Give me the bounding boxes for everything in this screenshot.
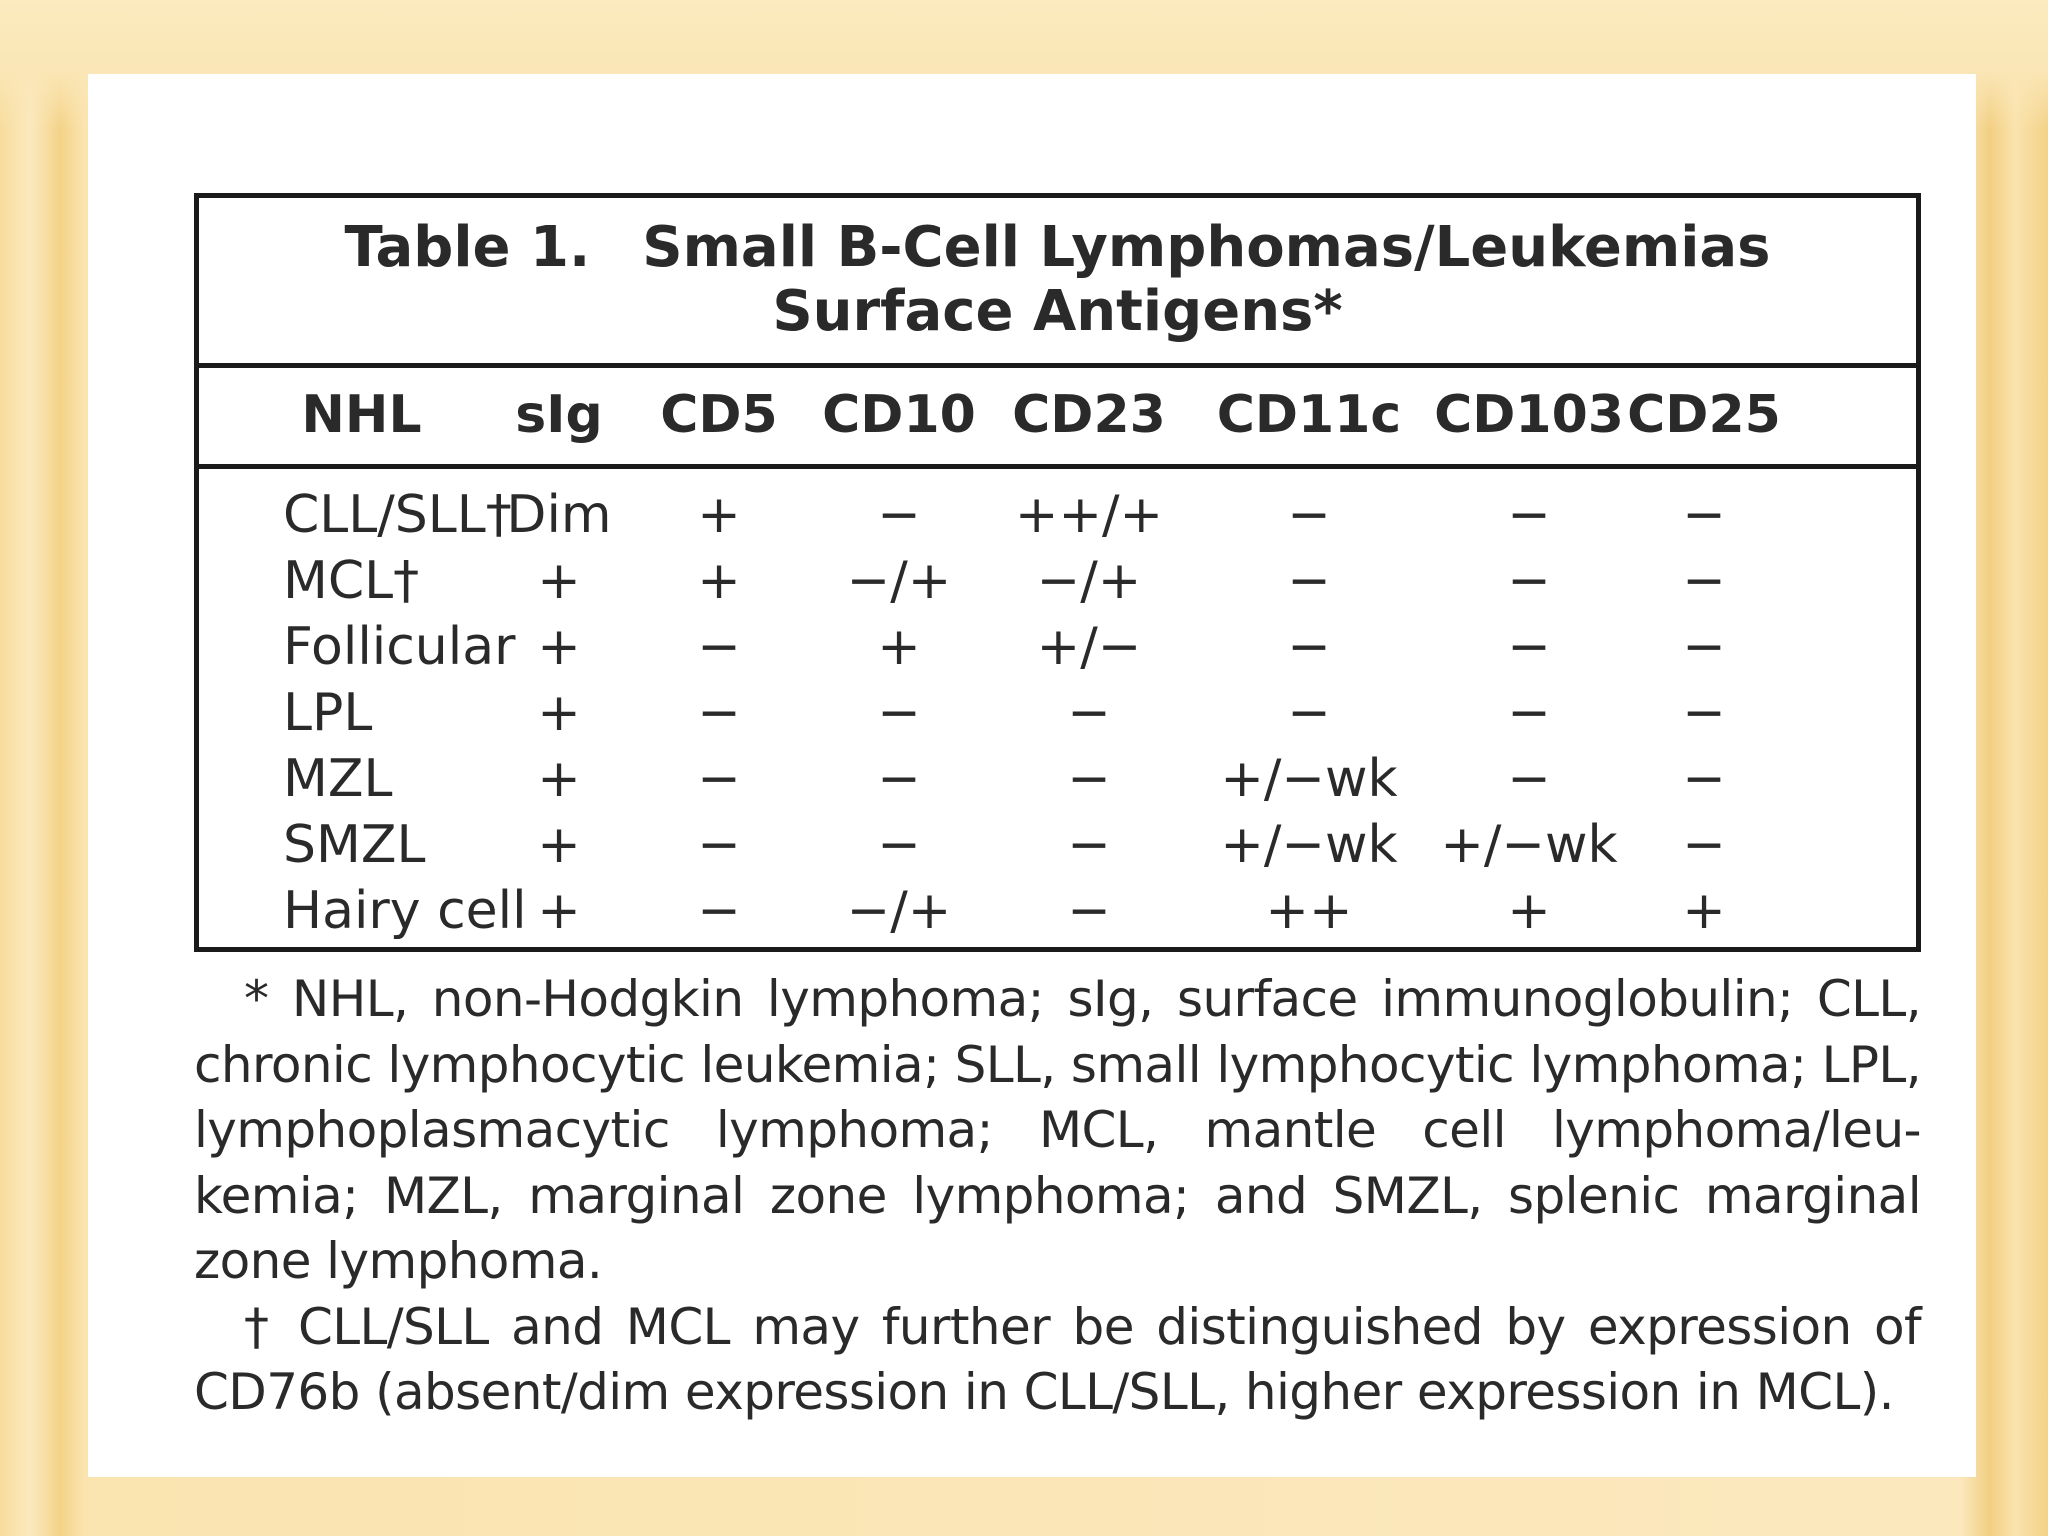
table-footnotes bbox=[194, 967, 1921, 1426]
footnote-cd76b: † CLL/SLL and MCL may further be distinguished by expression of CD76b (absent/dim expression in CLL/SLL, higher expression in MCL). bbox=[194, 1297, 1921, 1421]
table-cell: − bbox=[1682, 749, 1726, 809]
table-row bbox=[199, 482, 1916, 548]
table-cell: − bbox=[1682, 683, 1726, 743]
row-label: LPL bbox=[283, 683, 373, 743]
table-cell: + bbox=[877, 617, 921, 677]
table-cell: +/− bbox=[1036, 617, 1142, 677]
table-cell: + bbox=[537, 551, 581, 611]
table-cell: + bbox=[537, 815, 581, 875]
table-cell: − bbox=[1682, 815, 1726, 875]
column-header-nhl: NHL bbox=[301, 385, 422, 445]
caption-title: Small B-Cell Lymphomas/Leukemias bbox=[642, 215, 1771, 280]
table-cell: ++ bbox=[1265, 881, 1353, 941]
table-cell: − bbox=[877, 749, 921, 809]
row-label: MCL† bbox=[283, 551, 420, 611]
table-cell: − bbox=[1287, 485, 1331, 545]
table-cell: −/+ bbox=[1036, 551, 1142, 611]
row-label: SMZL bbox=[283, 815, 426, 875]
row-label: Follicular bbox=[283, 617, 516, 677]
row-label: Hairy cell bbox=[283, 881, 527, 941]
table-row bbox=[199, 548, 1916, 614]
table-cell: − bbox=[1067, 683, 1111, 743]
table-row bbox=[199, 878, 1916, 944]
table-cell: + bbox=[1507, 881, 1551, 941]
table-header-row bbox=[199, 368, 1916, 469]
table-cell: ++/+ bbox=[1014, 485, 1164, 545]
slide-page bbox=[88, 74, 1976, 1477]
table-cell: Dim bbox=[506, 485, 612, 545]
caption-subtitle: Surface Antigens* bbox=[772, 279, 1343, 344]
table-cell: +/−wk bbox=[1220, 749, 1398, 809]
table-cell: − bbox=[697, 881, 741, 941]
table-cell: − bbox=[1682, 551, 1726, 611]
column-header-cd103: CD103 bbox=[1434, 385, 1624, 445]
table-cell: + bbox=[537, 749, 581, 809]
table-cell: + bbox=[537, 683, 581, 743]
column-header-cd5: CD5 bbox=[660, 385, 778, 445]
column-header-sig: sIg bbox=[515, 385, 603, 445]
table-cell: + bbox=[537, 881, 581, 941]
table-cell: − bbox=[1682, 617, 1726, 677]
table-cell: +/−wk bbox=[1440, 815, 1618, 875]
table-cell: − bbox=[1507, 551, 1551, 611]
table-body bbox=[199, 469, 1916, 947]
table-cell: − bbox=[877, 815, 921, 875]
row-label: CLL/SLL† bbox=[283, 485, 512, 545]
table-row bbox=[199, 614, 1916, 680]
table-cell: − bbox=[1507, 749, 1551, 809]
table-cell: − bbox=[1507, 617, 1551, 677]
table-cell: − bbox=[1067, 881, 1111, 941]
table-cell: +/−wk bbox=[1220, 815, 1398, 875]
table-cell: − bbox=[697, 749, 741, 809]
table-row bbox=[199, 812, 1916, 878]
table-cell: − bbox=[877, 485, 921, 545]
table-cell: −/+ bbox=[846, 881, 952, 941]
table-caption bbox=[199, 198, 1916, 368]
table-cell: − bbox=[697, 617, 741, 677]
table-cell: + bbox=[697, 485, 741, 545]
caption-title-line bbox=[199, 216, 1916, 280]
antigen-table bbox=[194, 193, 1921, 952]
table-cell: − bbox=[697, 683, 741, 743]
row-label: MZL bbox=[283, 749, 393, 809]
table-cell: − bbox=[877, 683, 921, 743]
footnote-abbreviations: * NHL, non-Hodgkin lymphoma; sIg, surface immunoglobulin; CLL, chronic lymphocytic leukemia; SLL, small lymphocytic lymphoma; LPL, lymphoplasmacytic lymphoma; MCL, mantle cell lymphoma/leu-kemia; MZL, marginal zone lymphoma; and SMZL, splenic marginal zone lymphoma. bbox=[194, 970, 1921, 1290]
column-header-cd11c: CD11c bbox=[1216, 385, 1402, 445]
table-cell: − bbox=[1507, 485, 1551, 545]
table-cell: − bbox=[1682, 485, 1726, 545]
table-cell: + bbox=[1682, 881, 1726, 941]
table-cell: + bbox=[537, 617, 581, 677]
table-cell: − bbox=[1287, 617, 1331, 677]
table-cell: − bbox=[1287, 551, 1331, 611]
table-cell: −/+ bbox=[846, 551, 952, 611]
table-cell: − bbox=[1067, 815, 1111, 875]
column-header-cd10: CD10 bbox=[822, 385, 976, 445]
table-row bbox=[199, 680, 1916, 746]
table-row bbox=[199, 746, 1916, 812]
column-header-cd23: CD23 bbox=[1012, 385, 1166, 445]
table-cell: − bbox=[697, 815, 741, 875]
table-cell: + bbox=[697, 551, 741, 611]
caption-label: Table 1. bbox=[344, 215, 591, 280]
table-cell: − bbox=[1287, 683, 1331, 743]
table-cell: − bbox=[1067, 749, 1111, 809]
column-header-cd25: CD25 bbox=[1627, 385, 1781, 445]
table-cell: − bbox=[1507, 683, 1551, 743]
